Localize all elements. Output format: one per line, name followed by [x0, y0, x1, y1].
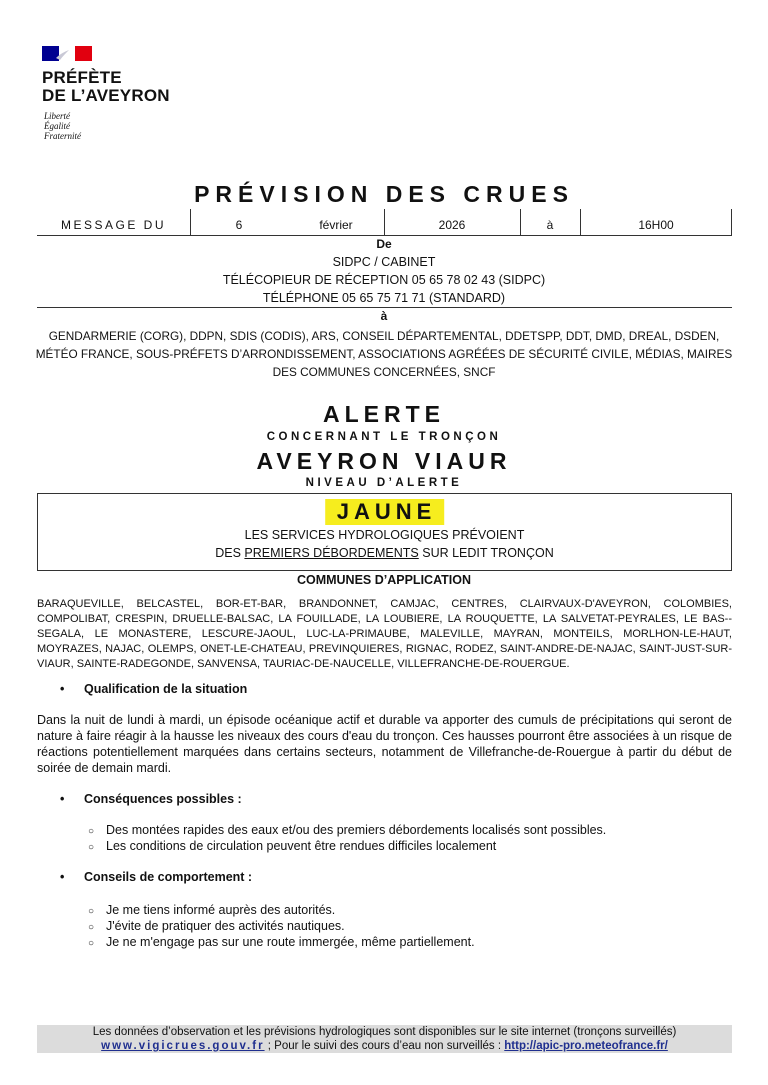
consequence-item [88, 838, 496, 856]
circle-bullet-icon: ○ [88, 938, 95, 949]
alert-desc-line2 [38, 546, 731, 560]
footer-line2 [37, 1039, 732, 1053]
motto-liberte: Liberté [44, 111, 70, 121]
advice-text: Je ne m'engage pas sur une route immergée, même partiellement. [106, 935, 475, 949]
to-line1: GENDARMERIE (CORG), DDPN, SDIS (CODIS), ARS, CONSEIL DÉPARTEMENTAL, DDETSPP, DDT, DMD, DREAL, DSDEN, [48, 329, 720, 343]
from-label: De [376, 237, 392, 251]
consequences-heading-text: Conséquences possibles : [84, 792, 242, 806]
alert-section-name: AVEYRON VIAUR [256, 448, 512, 474]
document-title: PRÉVISION DES CRUES [194, 181, 574, 207]
advice-heading-text: Conseils de comportement : [84, 870, 253, 884]
footer-separator: ; Pour le suivi des cours d’eau non surveillés : [264, 1040, 505, 1052]
bullet-icon: • [60, 870, 65, 884]
footer-info [37, 1025, 732, 1053]
motto-fraternite: Fraternité [44, 131, 81, 141]
consequences-heading [60, 792, 242, 806]
message-at: à [546, 218, 554, 232]
alert-desc-emphasis: PREMIERS DÉBORDEMENTS [244, 546, 419, 560]
message-date-row [37, 209, 732, 236]
communes-list: BARAQUEVILLE, BELCASTEL, BOR-ET-BAR, BRANDONNET, CAMJAC, CENTRES, CLAIRVAUX-D'AVEYRON, COLOMBIES, COMPOLIBAT, CRESPIN, DRUELLE-BALSAC, LA FOUILLADE, LA LOUBIERE, LA ROUQUETTE, LA SALVETAT-PEYRALES, LE BAS--SEGALA, LE MONASTERE, LESCURE-JAOUL, LUC-LA-PRIMAUBE, MALEVILLE, MAYRAN, MONTEILS, MORLHON-LE-HAUT, MOYRAZES, NAJAC, OLEMPS, ONET-LE-CHATEAU, PREVINQUIERES, RIGNAC, RODEZ, SAINT-ANDRE-DE-NAJAC, SAINT-JUST-SUR-VIAUR, SAINTE-RADEGONDE, SANVENSA, TAURIAC-DE-NAUCELLE, VILLEFRANCHE-DE-ROUERGUE. [37, 598, 732, 670]
advice-item [88, 934, 475, 952]
bullet-icon: • [60, 792, 65, 806]
bullet-icon: • [60, 682, 65, 696]
circle-bullet-icon: ○ [88, 826, 95, 837]
republic-motto [44, 111, 81, 141]
prefecture-line2: DE L’AVEYRON [42, 86, 170, 105]
alert-desc-suffix: SUR LEDIT TRONÇON [418, 546, 554, 560]
message-month: février [319, 218, 353, 232]
alert-level-box [37, 493, 732, 571]
advice-text: J'évite de pratiquer des activités nautiques. [106, 919, 345, 933]
consequence-text: Les conditions de circulation peuvent être rendues difficiles localement [106, 839, 497, 853]
alert-title: ALERTE [323, 401, 445, 427]
situation-text: Dans la nuit de lundi à mardi, un épisode océanique actif et durable va apporter des cumuls de précipitations qui seront de nature à faire réagir à la hausse les niveaux des cours d'eau du tronçon. Ces hausses pourront être associées à un risque de réactions potentiellement marquées dans certains secteurs, notamment de Villefranche-de-Rouergue à partir du début de soirée de demain mardi. [37, 713, 732, 775]
communes-title: COMMUNES D’APPLICATION [296, 573, 472, 587]
motto-egalite: Égalité [44, 121, 70, 131]
circle-bullet-icon: ○ [88, 906, 95, 917]
circle-bullet-icon: ○ [88, 922, 95, 933]
apic-link[interactable]: http://apic-pro.meteofrance.fr/ [504, 1040, 668, 1052]
vigicrues-link[interactable]: www.vigicrues.gouv.fr [101, 1040, 265, 1052]
message-day: 6 [235, 218, 243, 232]
alert-level-badge: JAUNE [325, 499, 445, 525]
consequence-text: Des montées rapides des eaux et/ou des premiers débordements localisés sont possibles. [106, 823, 607, 837]
to-label: à [380, 309, 388, 323]
advice-text: Je me tiens informé auprès des autorités. [106, 903, 336, 917]
alert-level-label: NIVEAU D’ALERTE [305, 477, 463, 489]
prefecture-name [42, 69, 170, 105]
footer-line1: Les données d’observation et les prévisions hydrologiques sont disponibles sur le site internet (tronçons surveillés) [92, 1026, 677, 1038]
alert-desc-prefix: DES [215, 546, 245, 560]
from-line1: SIDPC / CABINET [332, 255, 436, 269]
situation-heading-text: Qualification de la situation [84, 682, 248, 696]
message-year: 2026 [438, 218, 466, 232]
to-line3: DES COMMUNES CONCERNÉES, SNCF [272, 365, 496, 379]
from-line2: TÉLÉCOPIEUR DE RÉCEPTION 05 65 78 02 43 (SIDPC) [222, 273, 546, 287]
to-line2: MÉTÉO FRANCE, SOUS-PRÉFETS D’ARRONDISSEMENT, ASSOCIATIONS AGRÉÉES DE SÉCURITÉ CIVILE, MÉDIAS, MAIRES [35, 347, 733, 361]
from-line3: TÉLÉPHONE 05 65 75 71 71 (STANDARD) [262, 291, 506, 305]
message-time: 16H00 [638, 218, 674, 232]
situation-heading [60, 682, 248, 696]
circle-bullet-icon: ○ [88, 842, 95, 853]
advice-heading [60, 870, 253, 884]
alert-concerning: CONCERNANT LE TRONÇON [266, 431, 502, 443]
republique-francaise-flag-logo [42, 46, 92, 61]
prefecture-line1: PRÉFÈTE [42, 68, 122, 87]
message-label: MESSAGE DU [60, 218, 166, 232]
alert-desc-line1: LES SERVICES HYDROLOGIQUES PRÉVOIENT [244, 528, 525, 542]
